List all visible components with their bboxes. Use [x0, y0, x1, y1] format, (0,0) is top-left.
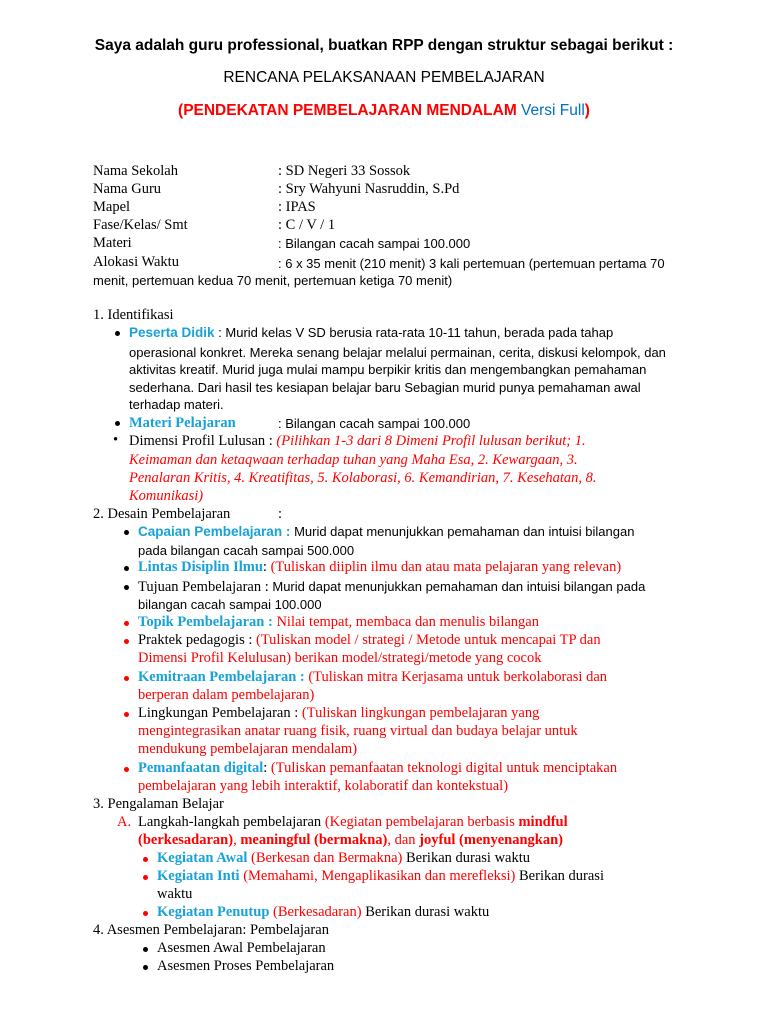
capaian-line: Capaian Pembelajaran : Murid dapat menunjukkan pemahaman dan intuisi bilangan	[138, 524, 635, 539]
peserta-didik-text: sederhana. Dari hasil tes kesiapan belajar baru Sebagian murid punya pemahaman awal	[129, 380, 641, 395]
dimensi-profil-line: Dimensi Profil Lulusan : (Pilihkan 1-3 dari 8 Dimeni Profil lulusan berikut; 1.	[129, 433, 586, 449]
topik-line: Topik Pembelajaran : Nilai tempat, membaca dan menulis bilangan	[138, 614, 539, 630]
pemanfaatan-digital-text: pembelajaran yang lebih interaktif, kolaboratif dan kontekstual)	[138, 778, 509, 794]
peserta-didik-text: terhadap materi.	[129, 397, 224, 412]
langkah-text: (berkesadaran), meaningful (bermakna), dan joyful (menyenangkan)	[138, 832, 563, 848]
subtitle-version: Versi Full	[521, 102, 585, 119]
info-value: : IPAS	[278, 199, 316, 215]
lingkungan-text: mendukung pembelajaran mendalam)	[138, 741, 358, 757]
peserta-didik-text: operasional konkret. Mereka senang belajar melalui permainan, cerita, diskusi kelompok, dan	[129, 345, 666, 360]
kegiatan-inti-text: waktu	[157, 886, 193, 902]
materi-pelajaran-label: Materi Pelajaran	[129, 415, 236, 431]
bullet-icon	[124, 530, 129, 535]
kegiatan-awal-line: Kegiatan Awal (Berkesan dan Bermakna) Berikan durasi waktu	[157, 850, 531, 866]
bullet-icon	[124, 676, 129, 681]
kemitraan-text: berperan dalam pembelajaran)	[138, 687, 315, 703]
langkah-line: Langkah-langkah pembelajaran (Kegiatan pembelajaran berbasis mindful	[138, 814, 568, 830]
bullet-icon	[143, 857, 148, 862]
peserta-didik-text: aktivitas kreatif. Murid juga mulai mampu berpikir kritis dan mengembangkan pemahaman	[129, 362, 647, 377]
bullet-icon	[124, 566, 129, 571]
dimensi-profil-text: Penalaran Kritis, 4. Kreatifitas, 5. Kolaborasi, 6. Kemandirian, 7. Kesehatan, 8.	[129, 470, 597, 486]
info-value: : C / V / 1	[278, 217, 336, 233]
info-label: Alokasi Waktu	[93, 254, 179, 270]
info-label: Fase/Kelas/ Smt	[93, 217, 188, 233]
bullet-icon	[124, 767, 129, 772]
prompt-heading: Saya adalah guru professional, buatkan RPP dengan struktur sebagai berikut :	[94, 37, 674, 54]
info-label: Nama Guru	[93, 181, 162, 197]
section-identifikasi-title: 1. Identifikasi	[93, 307, 174, 323]
info-label: Materi	[93, 235, 132, 251]
bullet-icon	[143, 947, 148, 952]
dimensi-profil-text: Keimaman dan ketaqwaan terhadap tuhan yang Maha Esa, 2. Kewargaan, 3.	[129, 452, 578, 468]
bullet-icon	[124, 621, 129, 626]
bullet-icon	[143, 875, 148, 880]
pemanfaatan-digital-line: Pemanfaatan digital: (Tuliskan pemanfaatan teknologi digital untuk menciptakan	[138, 760, 618, 776]
bullet-icon	[124, 585, 129, 590]
lingkungan-text: mengintegrasikan anatar ruang fisik, ruang virtual dan budaya belajar untuk	[138, 723, 578, 739]
kemitraan-line: Kemitraan Pembelajaran : (Tuliskan mitra Kerjasama untuk berkolaborasi dan	[138, 669, 608, 685]
document-subtitle: (PENDEKATAN PEMBELAJARAN MENDALAM Versi Full)	[178, 102, 590, 119]
peserta-didik-label: Peserta Didik	[129, 325, 215, 340]
info-value: : Sry Wahyuni Nasruddin, S.Pd	[278, 181, 460, 197]
document-title: RENCANA PELAKSANAAN PEMBELAJARAN	[223, 69, 545, 86]
kegiatan-penutup-line: Kegiatan Penutup (Berkesadaran) Berikan durasi waktu	[157, 904, 490, 920]
praktek-line: Praktek pedagogis : (Tuliskan model / strategi / Metode untuk mencapai TP dan	[138, 632, 601, 648]
section-pengalaman-title: 3. Pengalaman Belajar	[93, 796, 224, 812]
bullet-icon	[124, 712, 129, 717]
bullet-icon	[115, 331, 120, 336]
lintas-disiplin-line: Lintas Disiplin Ilmu: (Tuliskan diiplin ilmu dan atau mata pelajaran yang relevan)	[138, 559, 622, 575]
info-label: Mapel	[93, 199, 131, 215]
asesmen-item: Asesmen Awal Pembelajaran	[157, 940, 326, 956]
asesmen-item: Asesmen Proses Pembelajaran	[157, 958, 335, 974]
section-desain-title: 2. Desain Pembelajaran	[93, 506, 231, 522]
bullet-icon	[143, 965, 148, 970]
materi-pelajaran-value: : Bilangan cacah sampai 100.000	[278, 416, 471, 431]
capaian-text: pada bilangan cacah sampai 500.000	[138, 543, 355, 558]
info-value: : Bilangan cacah sampai 100.000	[278, 236, 471, 251]
section-asesmen-title: 4. Asesmen Pembelajaran: Pembelajaran	[93, 922, 329, 938]
info-value: : SD Negeri 33 Sossok	[278, 163, 411, 179]
info-label: Nama Sekolah	[93, 163, 178, 179]
praktek-text: Dimensi Profil Kelulusan) berikan model/strategi/metode yang cocok	[138, 650, 542, 666]
tujuan-text: bilangan cacah sampai 100.000	[138, 597, 322, 612]
lingkungan-line: Lingkungan Pembelajaran : (Tuliskan lingkungan pembelajaran yang	[138, 705, 540, 721]
bullet-icon	[143, 911, 148, 916]
tujuan-line: Tujuan Pembelajaran : Murid dapat menunjukkan pemahaman dan intuisi bilangan pada	[138, 579, 646, 595]
bullet-icon	[115, 421, 120, 426]
info-value-continued: menit, pertemuan kedua 70 menit, pertemuan ketiga 70 menit)	[93, 273, 453, 288]
peserta-didik-line: Peserta Didik : Murid kelas V SD berusia rata-rata 10-11 tahun, berada pada tahap	[129, 325, 614, 340]
dimensi-profil-text: Komunikasi)	[129, 488, 204, 504]
kegiatan-inti-line: Kegiatan Inti (Memahami, Mengaplikasikan dan merefleksi) Berikan durasi	[157, 868, 604, 884]
bullet-icon	[124, 639, 129, 644]
arrow-bullet-icon: •	[113, 432, 119, 448]
list-marker-a: A.	[117, 814, 132, 830]
section-desain-colon: :	[278, 506, 283, 522]
info-value: : 6 x 35 menit (210 menit) 3 kali pertemuan (pertemuan pertama 70	[278, 256, 665, 271]
